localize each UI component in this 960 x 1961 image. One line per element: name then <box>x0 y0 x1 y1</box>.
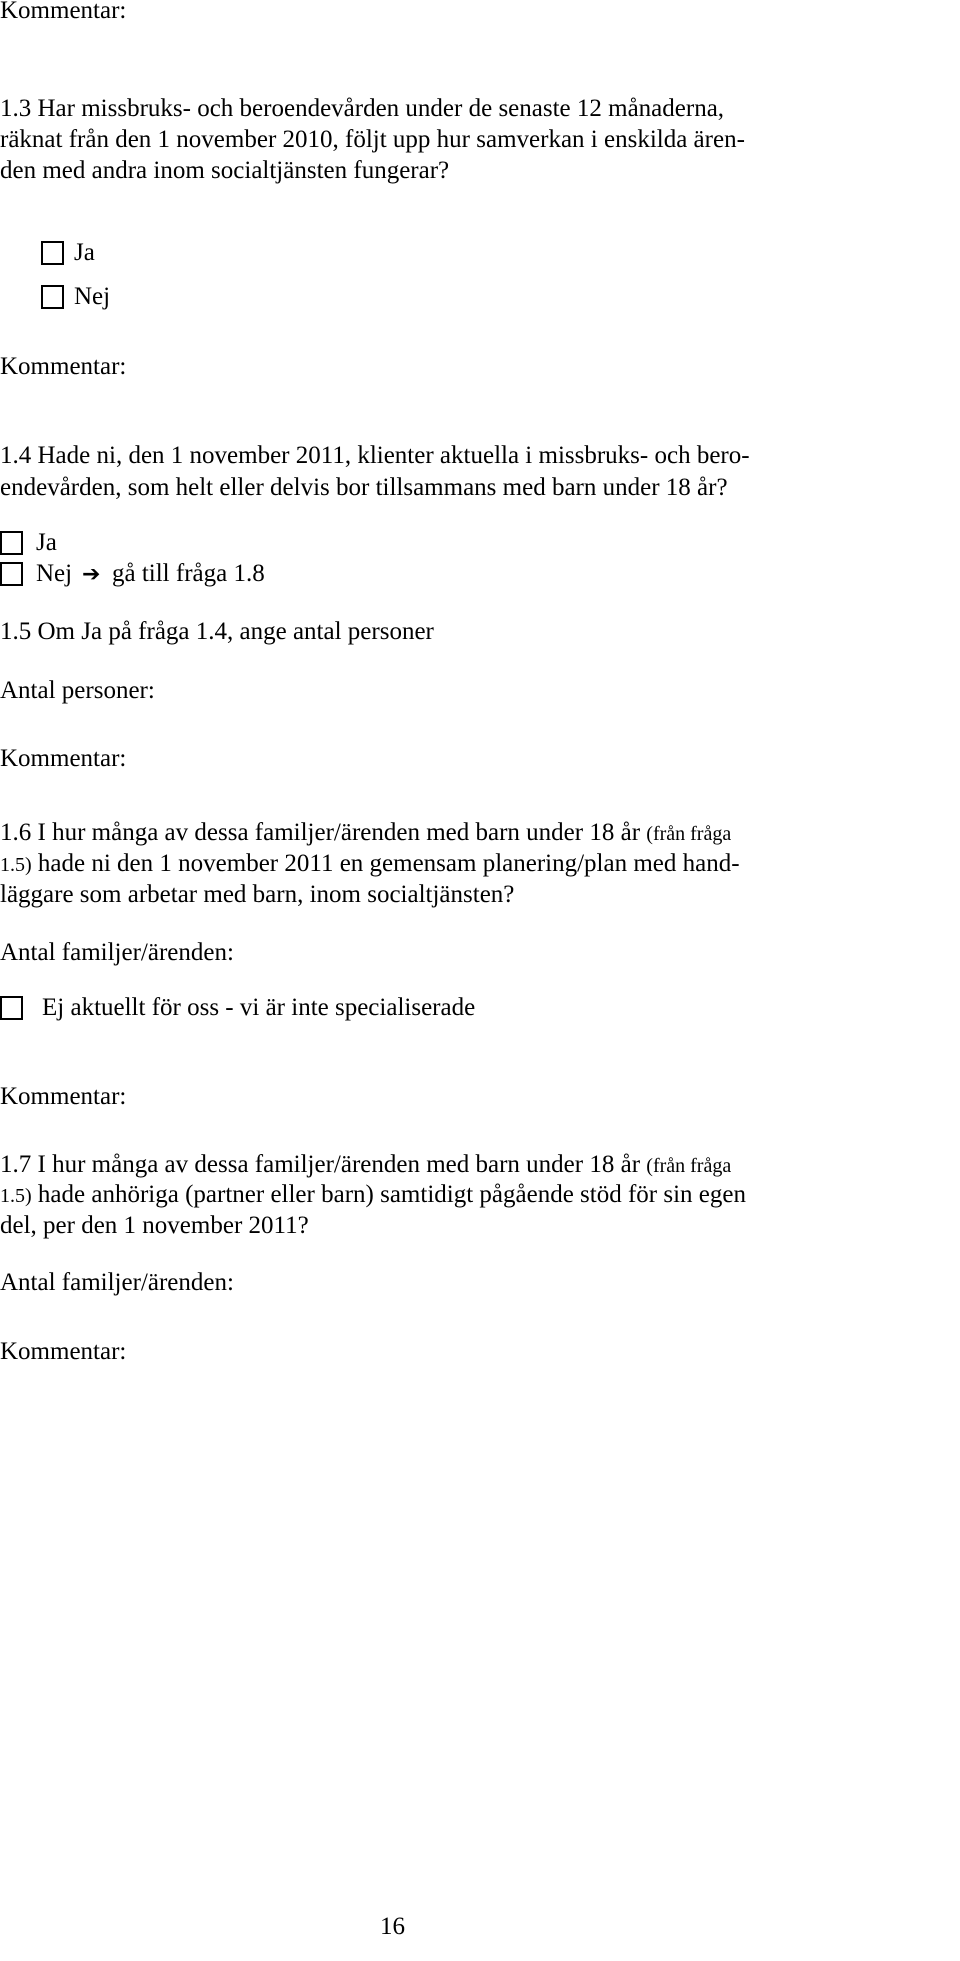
q1-4-text-line2: endevården, som helt eller delvis bor tillsammans med barn under 18 år? <box>0 474 728 501</box>
q1-7-source-ref: (från fråga <box>646 1155 732 1177</box>
q1-5-comment-label: Kommentar: <box>0 745 127 772</box>
q1-6-not-applicable-checkbox[interactable] <box>0 996 23 1020</box>
q1-6-source-ref-cont: 1.5) <box>0 854 32 876</box>
q1-4-yes-checkbox[interactable] <box>0 531 23 555</box>
q1-4-no-label: Nej <box>36 560 73 587</box>
q1-6-comment-label: Kommentar: <box>0 1083 127 1110</box>
q1-6-not-applicable-label: Ej aktuellt för oss - vi är inte specialiserade <box>42 994 476 1021</box>
q1-3-yes-checkbox[interactable] <box>41 241 64 265</box>
q1-7-text-line3: del, per den 1 november 2011? <box>0 1212 309 1239</box>
q1-4-yes-label: Ja <box>36 529 57 556</box>
q1-3-text-line2: räknat från den 1 november 2010, följt upp hur samverkan i enskilda ären- <box>0 126 745 153</box>
q1-6-source-ref: (från fråga <box>646 823 732 845</box>
q1-7-count-label: Antal familjer/ärenden: <box>0 1269 234 1296</box>
q1-3-yes-label: Ja <box>74 239 95 266</box>
q1-6-text-main: 1.6 I hur många av dessa familjer/ärenden med barn under 18 år <box>0 819 641 846</box>
q1-6-text-line1 <box>0 818 731 849</box>
q1-3-comment-label: Kommentar: <box>0 353 127 380</box>
q1-7-text-line2 <box>0 1180 746 1211</box>
q1-3-text-line1: 1.3 Har missbruks- och beroendevården under de senaste 12 månaderna, <box>0 95 725 122</box>
q1-7-source-ref-cont: 1.5) <box>0 1185 32 1207</box>
q1-7-text-main-2: hade anhöriga (partner eller barn) samtidigt pågående stöd för sin egen <box>37 1181 746 1208</box>
q1-3-text-line3: den med andra inom socialtjänsten fungerar? <box>0 157 450 184</box>
q1-4-no-checkbox[interactable] <box>0 562 23 586</box>
q1-7-text-line1 <box>0 1150 731 1181</box>
q1-6-text-line2 <box>0 849 740 880</box>
q1-5-text: 1.5 Om Ja på fråga 1.4, ange antal personer <box>0 618 434 645</box>
comment-label: Kommentar: <box>0 0 127 24</box>
q1-7-comment-label: Kommentar: <box>0 1338 127 1365</box>
q1-7-text-main: 1.7 I hur många av dessa familjer/ärenden med barn under 18 år <box>0 1151 641 1178</box>
q1-5-count-label: Antal personer: <box>0 677 155 704</box>
q1-4-text-line1: 1.4 Hade ni, den 1 november 2011, klienter aktuella i missbruks- och bero- <box>0 442 750 469</box>
q1-3-no-label: Nej <box>74 283 111 310</box>
q1-6-text-line3: läggare som arbetar med barn, inom socialtjänsten? <box>0 881 515 908</box>
q1-4-goto-text: gå till fråga 1.8 <box>112 560 265 587</box>
right-arrow-icon: ➔ <box>82 562 101 587</box>
q1-3-no-checkbox[interactable] <box>41 285 64 309</box>
page-number: 16 <box>380 1913 405 1940</box>
q1-6-text-main-2: hade ni den 1 november 2011 en gemensam planering/plan med hand- <box>37 850 740 877</box>
q1-6-count-label: Antal familjer/ärenden: <box>0 939 234 966</box>
